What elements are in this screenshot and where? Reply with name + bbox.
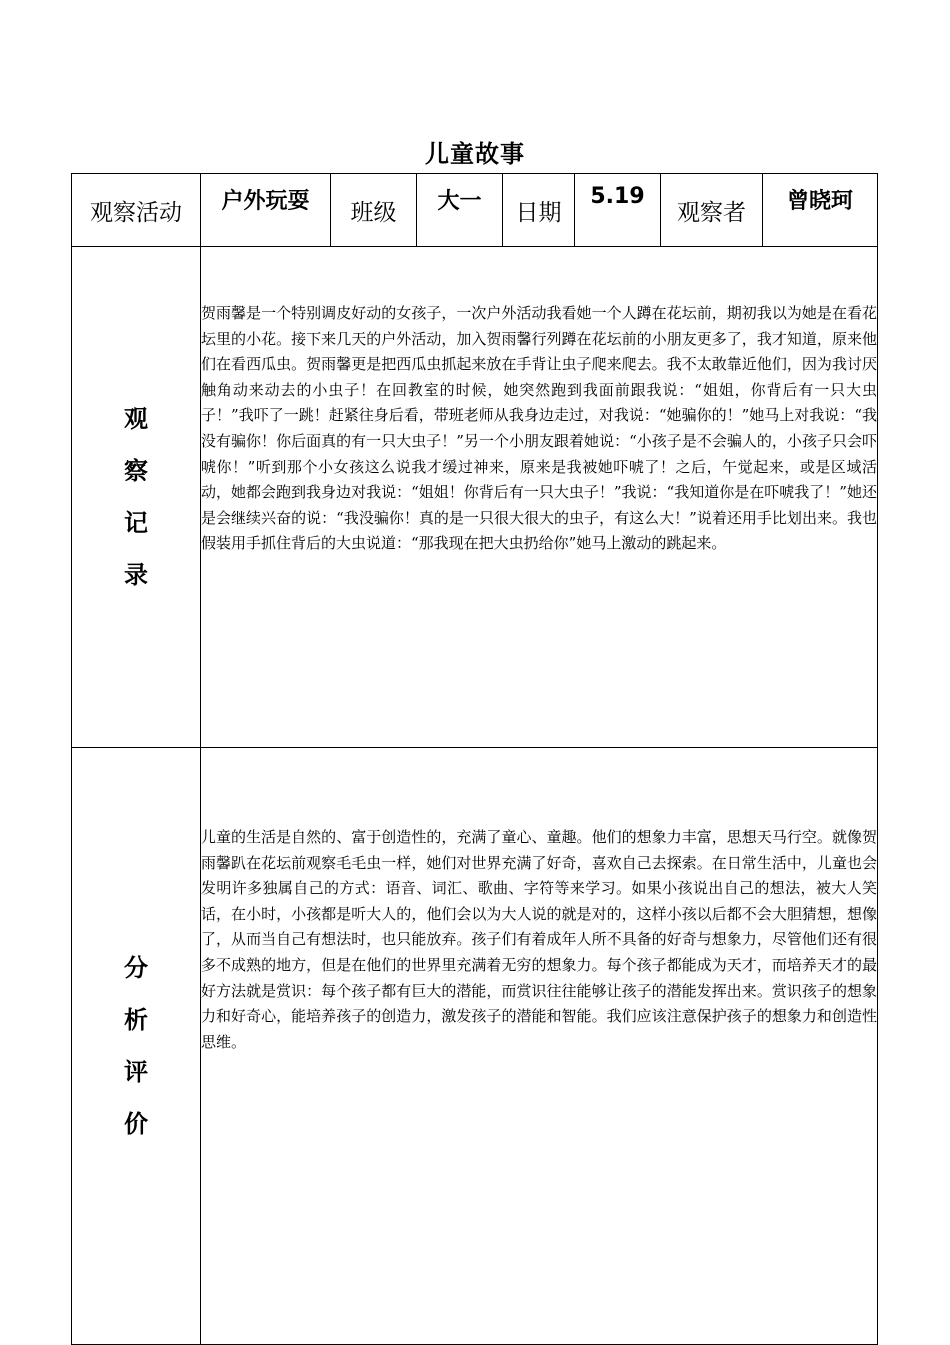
observer-label: 观察者 [661,174,763,247]
observation-table [71,173,878,1345]
header-row [72,174,878,247]
date-value: 5.19 [575,174,661,247]
analysis-row [72,748,878,1345]
analysis-label-cell [72,748,201,1345]
class-value: 大一 [417,174,503,247]
activity-label: 观察活动 [72,174,201,247]
page-title: 儿童故事 [425,140,525,168]
observation-label: 观察记录 [124,405,148,589]
date-label: 日期 [503,174,575,247]
observation-text: 贺雨馨是一个特别调皮好动的女孩子，一次户外活动我看她一个人蹲在花坛前，期初我以为她是在看花坛里的小花。接下来几天的户外活动，加入贺雨馨行列蹲在花坛前的小朋友更多了，我才知道，原来他们在看西瓜虫。贺雨馨更是把西瓜虫抓起来放在手背让虫子爬来爬去。我不太敢靠近他们，因为我讨厌触角动来动去的小虫子！在回教室的时候，她突然跑到我面前跟我说：“姐姐，你背后有一只大虫子！”我吓了一跳！赶紧往身后看，带班老师从我身边走过，对我说：“她骗你的！”她马上对我说：“我没有骗你！你后面真的有一只大虫子！”另一个小朋友跟着她说：“小孩子是不会骗人的，小孩子只会吓唬你！”听到那个小女孩这么说我才缓过神来，原来是我被她吓唬了！之后，午觉起来，或是区域活动，她都会跑到我身边对我说：“姐姐！你背后有一只大虫子！”我说：“我知道你是在吓唬我了！”她还是会继续兴奋的说：“我没骗你！真的是一只很大很大的虫子，有这么大！”说着还用手比划出来。我也假装用手抓住背后的大虫说道：“那我现在把大虫扔给你”她马上激动的跳起来。 [201,247,878,748]
observation-row [72,247,878,748]
class-label: 班级 [331,174,417,247]
analysis-text: 儿童的生活是自然的、富于创造性的，充满了童心、童趣。他们的想象力丰富，思想天马行空。就像贺雨馨趴在花坛前观察毛毛虫一样，她们对世界充满了好奇，喜欢自己去探索。在日常生活中，儿童也会发明许多独属自己的方式：语音、词汇、歌曲、字符等来学习。如果小孩说出自己的想法，被大人笑话，在小时，小孩都是听大人的，他们会以为大人说的就是对的，这样小孩以后都不会大胆猜想，想像了，从而当自己有想法时，也只能放弃。孩子们有着成年人所不具备的好奇与想象力，尽管他们还有很多不成熟的地方，但是在他们的世界里充满着无穷的想象力。每个孩子都能成为天才，而培养天才的最好方法就是赏识：每个孩子都有巨大的潜能，而赏识往往能够让孩子的潜能发挥出来。赏识孩子的想象力和好奇心，能培养孩子的创造力，激发孩子的潜能和智能。我们应该注意保护孩子的想象力和创造性思维。 [201,748,878,1345]
observation-label-cell [72,247,201,748]
observer-value: 曾晓珂 [763,174,878,247]
analysis-label: 分析评价 [124,954,148,1138]
activity-value: 户外玩耍 [201,174,331,247]
